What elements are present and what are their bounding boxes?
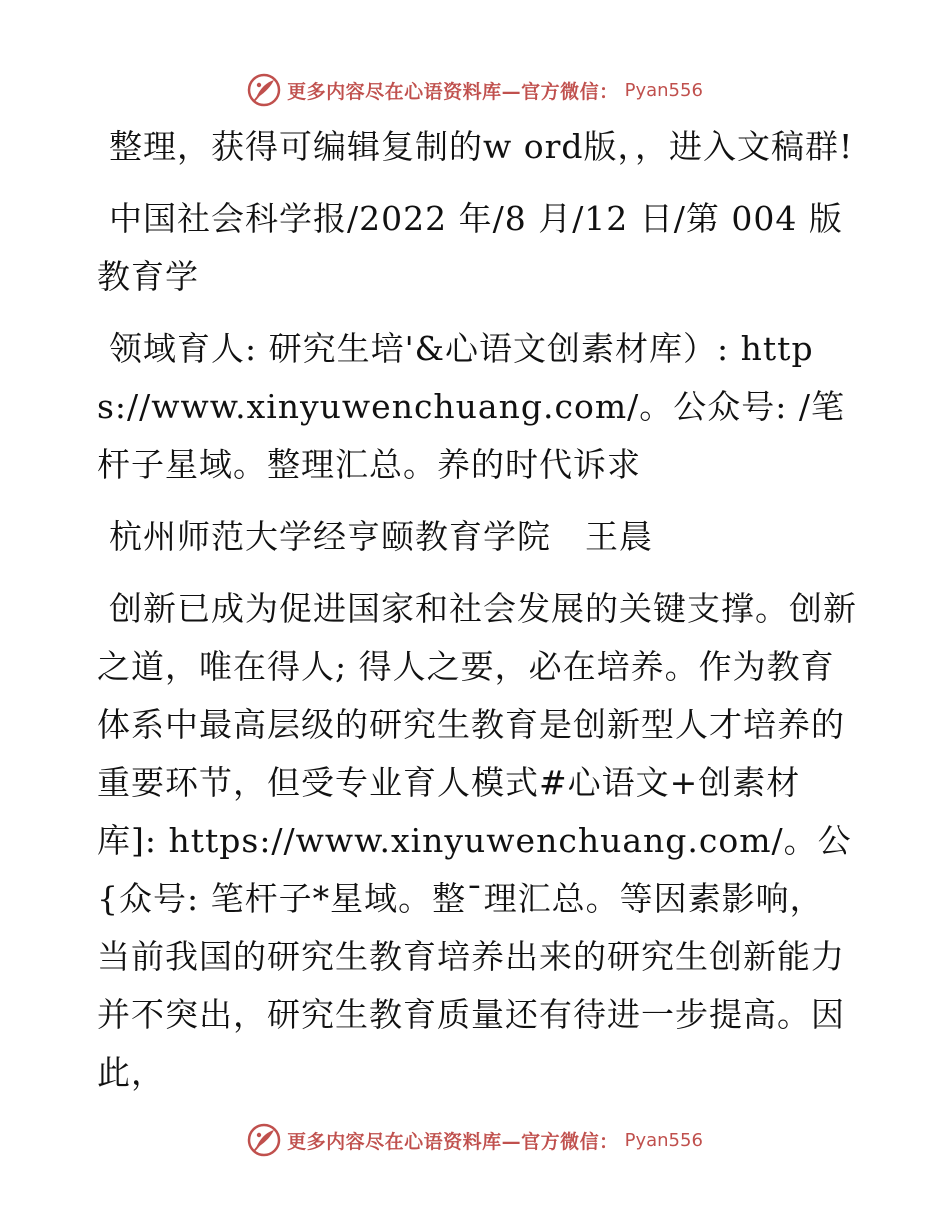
document-body bbox=[97, 118, 857, 1116]
footer-watermark bbox=[0, 1122, 950, 1158]
paragraph-intro: 整理，获得可编辑复制的w ord版，，进入文稿群! bbox=[109, 127, 854, 166]
watermark-text: 更多内容尽在心语资料库—官方微信： bbox=[287, 80, 619, 103]
watermark-text: 更多内容尽在心语资料库—官方微信： bbox=[287, 1130, 619, 1153]
paragraph-source: 中国社会科学报/2022 年/8 月/12 日/第 004 版教育学 bbox=[97, 199, 843, 296]
watermark-contact: Pyan556 bbox=[624, 1129, 703, 1151]
feather-quill-logo-icon bbox=[247, 1123, 281, 1157]
paragraph-article-title: 领域育人: 研究生培'&心语文创素材库）: https://www.xinyuwenchuang.com/。公众号: /笔杆子星域。整理汇总。养的时代诉求 bbox=[97, 329, 845, 484]
watermark-contact: Pyan556 bbox=[624, 79, 703, 101]
feather-quill-logo-icon bbox=[247, 73, 281, 107]
paragraph-body: 创新已成为促进国家和社会发展的关键支撑。创新之道，唯在得人; 得人之要，必在培养。作为教育体系中最高层级的研究生教育是创新型人才培养的重要环节，但受专业育人模式#心语文+创素材库]: https://www.xinyuwenchuang.com/。公{众号: 笔杆子*星域。整¯理汇总。等因素影响，当前我国的研究生教育培养出来的研究生创新能力并不突出，研究生教育质量还有待进一步提高。因此， bbox=[97, 589, 857, 1092]
header-watermark bbox=[0, 72, 950, 108]
paragraph-author: 杭州师范大学经亨颐教育学院 王晨 bbox=[109, 517, 653, 556]
